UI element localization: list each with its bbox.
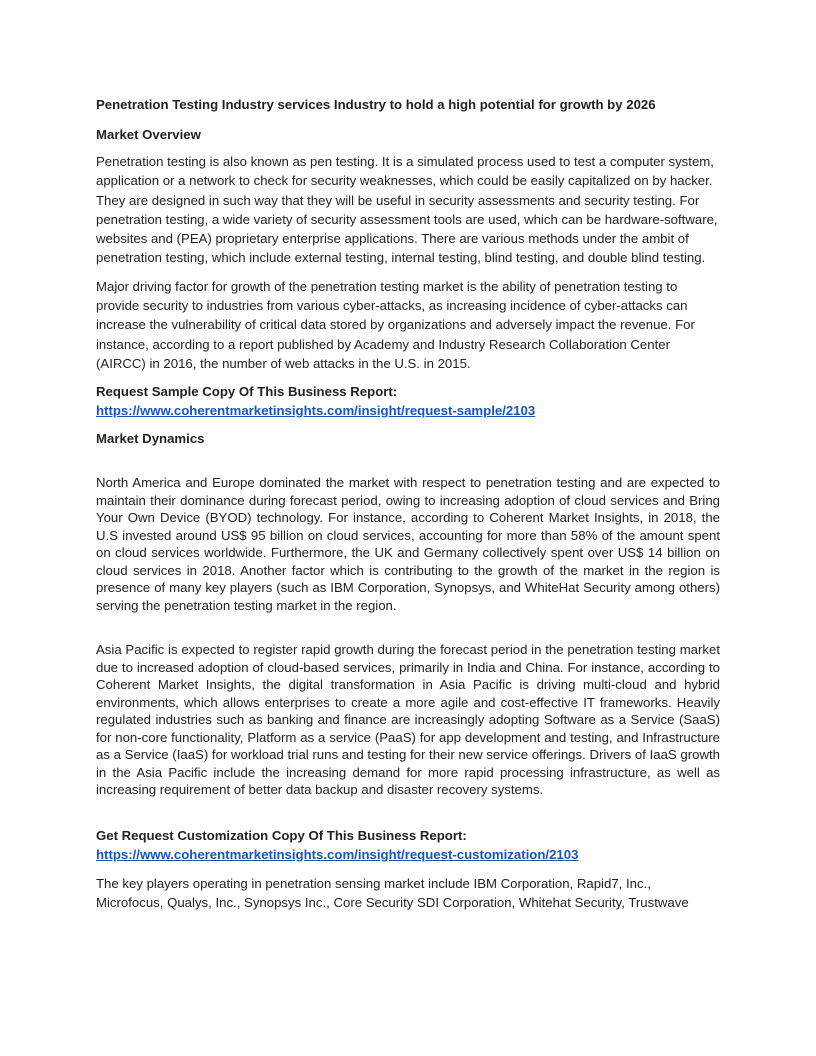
dynamics-paragraph-1: North America and Europe dominated the market with respect to penetration testing and are expected to maintain their dominance during forecast period, owing to increasing adoption of cloud services and Bring Your Own Device (BYOD) technology. For instance, according to Coherent Market Insights, in 2018, the U.S invested around US$ 95 billion on cloud services, accounting for more than 58% of the amount spent on cloud services worldwide. Furthermore, the UK and Germany collectively spent over US$ 14 billion on cloud services in 2018. Another factor which is contributing to the growth of the market in the region is presence of many key players (such as IBM Corporation, Synopsys, and WhiteHat Security among others) serving the penetration testing market in the region. — [96, 475, 720, 613]
key-players-paragraph: The key players operating in penetration sensing market include IBM Corporation, Rapid7, Inc., Microfocus, Qualys, Inc., Synopsys Inc., Core Security SDI Corporation, Whitehat Security, Trustwave — [96, 875, 689, 911]
dynamics-paragraph-2: Asia Pacific is expected to register rapid growth during the forecast period in the penetration testing market due to increased adoption of cloud-based services, primarily in India and China. For instance, according to Coherent Market Insights, the digital transformation in Asia Pacific is driving multi-cloud and hybrid environments, which allows enterprises to create a more agile and cost-effective IT frameworks. Heavily regulated industries such as banking and finance are increasingly adopting Software as a Service (SaaS) for non-core functionality, Platform as a service (PaaS) for app development and testing, and Infrastructure as a Service (IaaS) for workload trial runs and testing for their new service offerings. Drivers of IaaS growth in the Asia Pacific include the increasing demand for more rapid processing infrastructure, as well as increasing requirement of better data backup and disaster recovery systems. — [96, 642, 720, 798]
market-overview-heading: Market Overview — [96, 127, 201, 142]
document-page — [96, 96, 720, 921]
request-customization-link[interactable]: https://www.coherentmarketinsights.com/insight/request-customization/2103 — [96, 846, 579, 862]
document-title: Penetration Testing Industry services Industry to hold a high potential for growth by 2026 — [96, 97, 656, 112]
market-dynamics-heading: Market Dynamics — [96, 431, 205, 447]
spacer — [96, 623, 720, 641]
overview-paragraph-2: Major driving factor for growth of the penetration testing market is the ability of penetration testing to provide security to industries from various cyber-attacks, as increasing incidence of cyber-attacks can increase the vulnerability of critical data stored by organizations and adversely impact the revenue. For instance, according to a report published by Academy and Industry Research Collaboration Center (AIRCC) in 2016, the number of web attacks in the U.S. in 2015. — [96, 278, 695, 371]
request-sample-link[interactable]: https://www.coherentmarketinsights.com/insight/request-sample/2103 — [96, 403, 536, 419]
request-sample-label: Request Sample Copy Of This Business Report: — [96, 384, 398, 400]
overview-paragraph-1: Penetration testing is also known as pen testing. It is a simulated process used to test a computer system, application or a network to check for security weaknesses, which could be easily capitalized on by hacker. They are designed in such way that they will be useful in security assessments and security testing. For penetration testing, a wide variety of security assessment tools are used, which can be hardware-software, websites and (PEA) proprietary enterprise applications. There are various methods under the ambit of penetration testing, which include external testing, internal testing, blind testing, and double blind testing. — [96, 154, 718, 266]
spacer — [96, 808, 720, 826]
request-customization-label: Get Request Customization Copy Of This Business Report: — [96, 827, 467, 843]
spacer — [96, 456, 720, 474]
